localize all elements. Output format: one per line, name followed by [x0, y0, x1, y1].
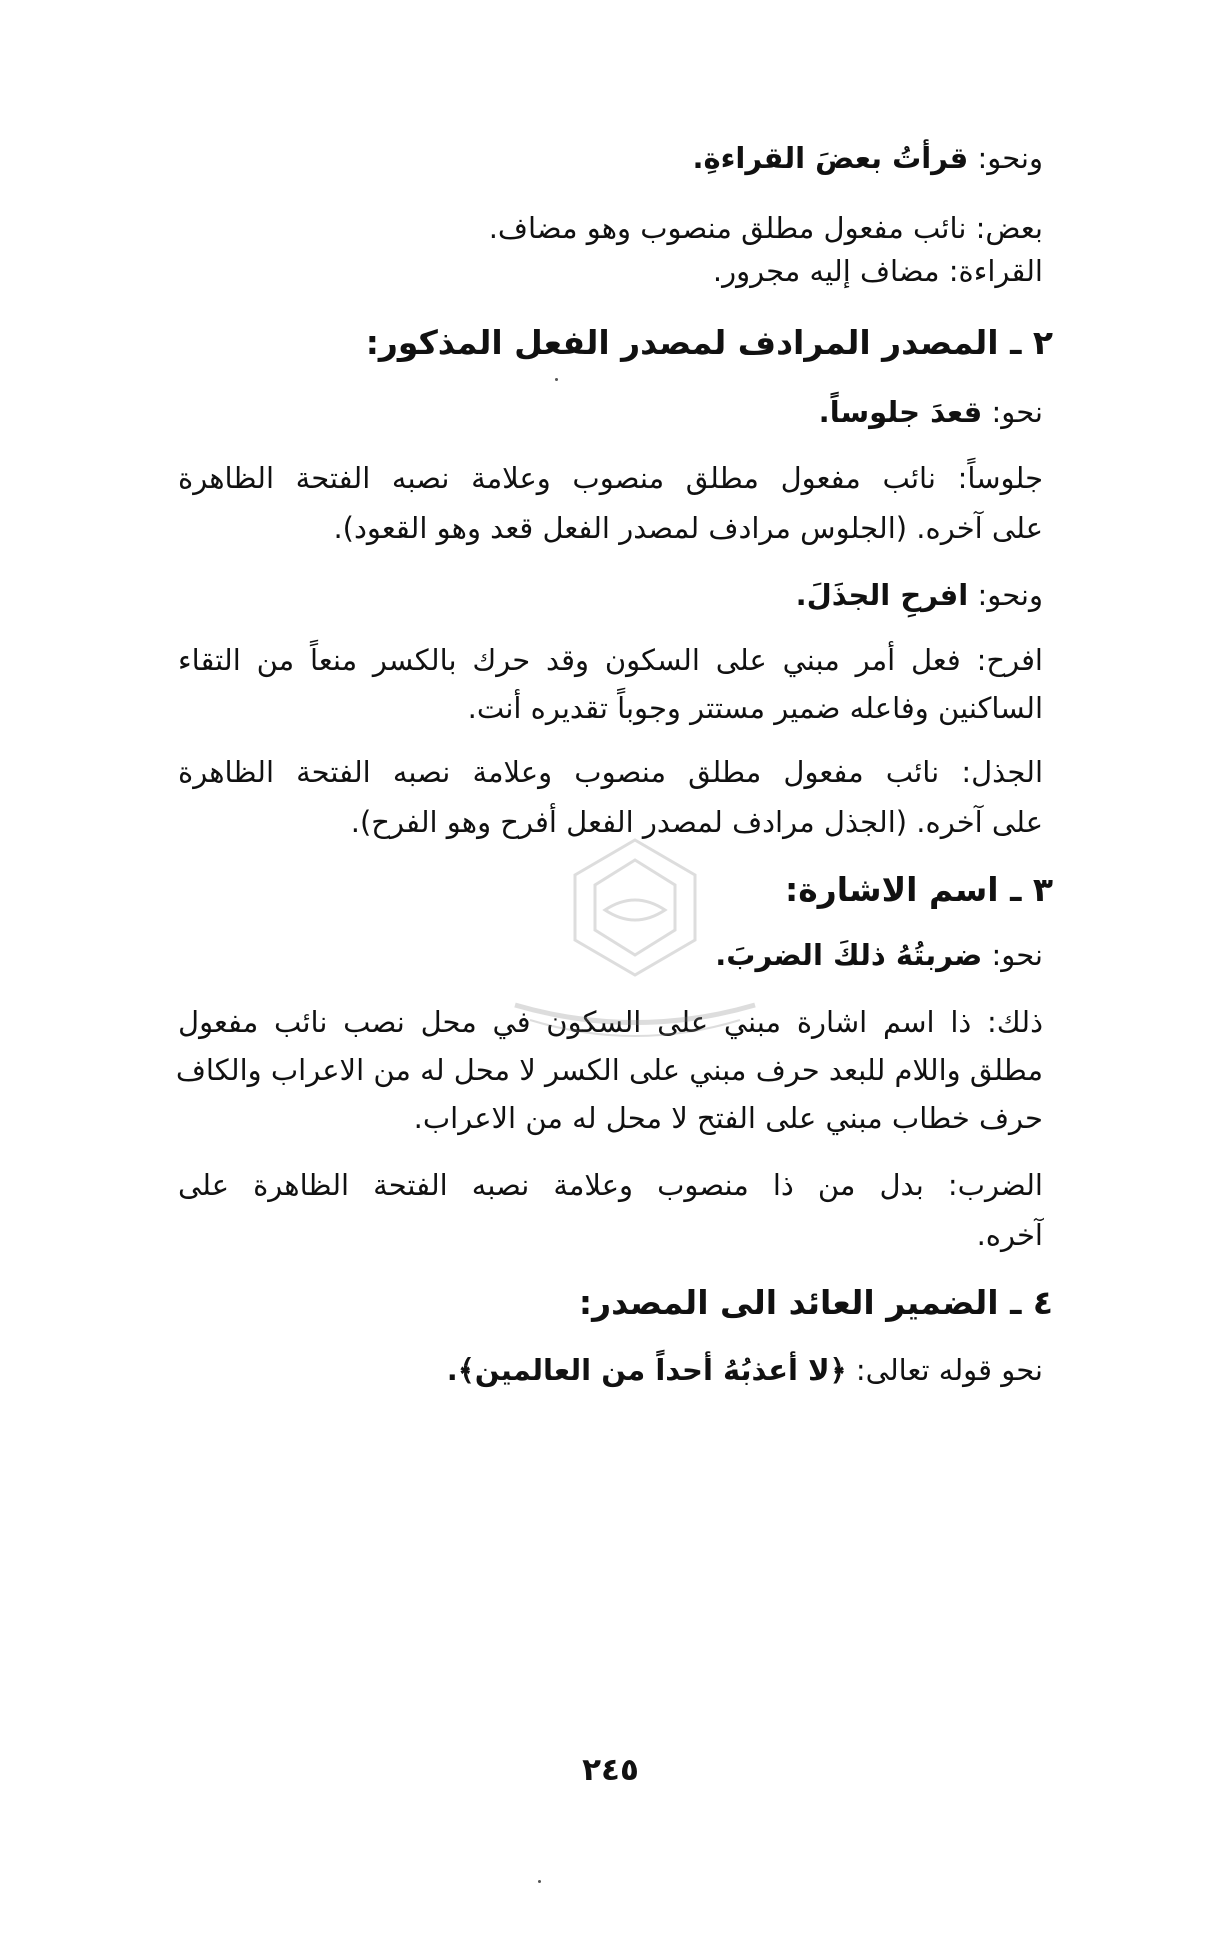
scan-speck: [538, 1880, 541, 1883]
parse-line: على آخره. (الجلوس مرادف لمصدر الفعل قعد وهو القعود).: [333, 511, 1043, 545]
parse-line: حرف خطاب مبني على الفتح لا محل له من الاعراب.: [413, 1101, 1043, 1135]
parse-line: الضرب: بدل من ذا منصوب وعلامة نصبه الفتحة الظاهرة على: [178, 1168, 1043, 1202]
example-label: نحو:: [991, 938, 1043, 972]
example-line: [796, 575, 1043, 615]
parse-line: مطلق واللام للبعد حرف مبني على الكسر لا محل له من الاعراب والكاف: [175, 1053, 1043, 1087]
parse-line: افرح: فعل أمر مبني على السكون وقد حرك بالكسر منعاً من التقاء: [178, 643, 1043, 677]
parse-line: بعض: نائب مفعول مطلق منصوب وهو مضاف.: [488, 211, 1043, 245]
example-label: ونحو:: [977, 141, 1043, 175]
watermark-emblem-icon: [495, 830, 775, 1050]
scan-speck: [555, 378, 558, 381]
example-text: قعدَ جلوساً.: [818, 395, 983, 429]
section-heading: ٤ ـ الضمير العائد الى المصدر:: [578, 1283, 1053, 1322]
parse-line: القراءة: مضاف إليه مجرور.: [712, 254, 1043, 288]
example-text: قرأتُ بعضَ القراءةِ.: [692, 141, 969, 175]
section-heading: ٢ ـ المصدر المرادف لمصدر الفعل المذكور:: [365, 323, 1053, 362]
parse-line: الجذل: نائب مفعول مطلق منصوب وعلامة نصبه الفتحة الظاهرة: [178, 755, 1043, 789]
example-text: ضربتُهُ ذلكَ الضربَ.: [715, 938, 983, 972]
parse-line: الساكنين وفاعله ضمير مستتر وجوباً تقديره أنت.: [467, 691, 1043, 725]
example-text: افرحِ الجذَلَ.: [795, 578, 969, 612]
example-line: [447, 1350, 1043, 1390]
parse-line: على آخره. (الجذل مرادف لمصدر الفعل أفرح وهو الفرح).: [350, 805, 1043, 839]
example-label: ونحو:: [977, 578, 1043, 612]
example-text: ﴿لا أعذبُهُ أحداً من العالمين﴾.: [446, 1353, 847, 1387]
example-label: نحو:: [991, 395, 1043, 429]
parse-line: ذلك: ذا اسم اشارة مبني على السكون في محل نصب نائب مفعول: [178, 1005, 1043, 1039]
example-line: [692, 138, 1043, 178]
parse-line: جلوساً: نائب مفعول مطلق منصوب وعلامة نصبه الفتحة الظاهرة: [178, 461, 1043, 495]
page-number: ٢٤٥: [582, 1752, 639, 1788]
example-label: نحو قوله تعالى:: [855, 1353, 1043, 1387]
example-line: [819, 392, 1043, 432]
parse-line: آخره.: [976, 1218, 1043, 1252]
section-heading: ٣ ـ اسم الاشارة:: [785, 870, 1053, 909]
